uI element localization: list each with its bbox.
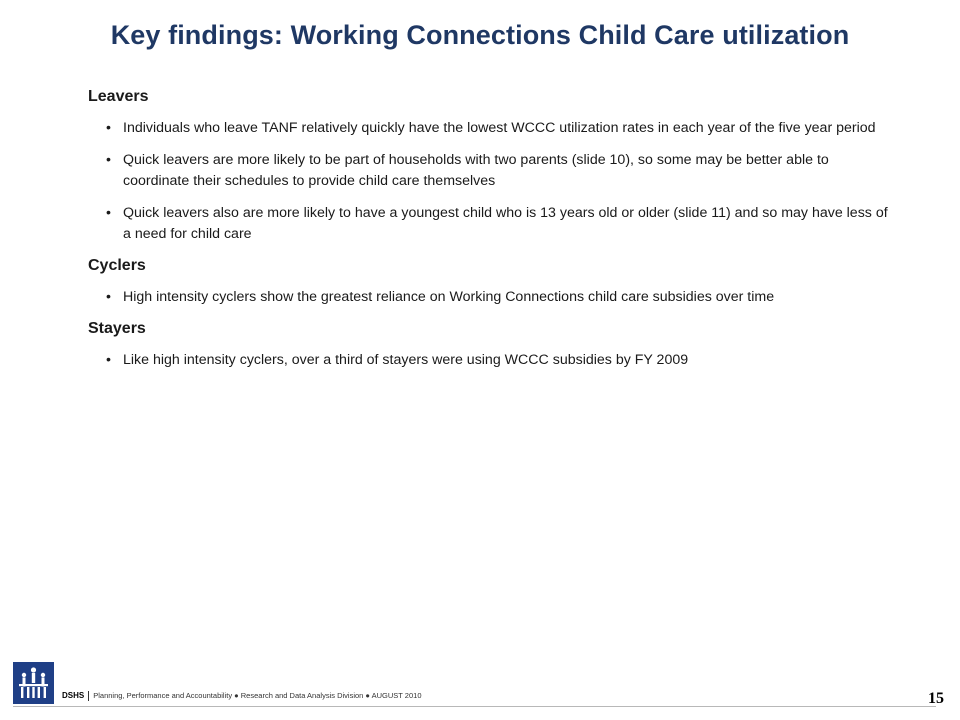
footer-caption: Planning, Performance and Accountability ● Research and Data Analysis Division ● AUGUST 2010 (93, 691, 422, 700)
bullet-text: Quick leavers also are more likely to have a youngest child who is 13 years old or older (slide 11) and so may have less of a need for child care (123, 205, 888, 242)
bullet-item (88, 350, 888, 371)
bullet-marker: • (106, 205, 111, 221)
section-cyclers (88, 257, 888, 308)
slide-title: Key findings: Working Connections Child Care utilization (110, 20, 850, 50)
bullet-list (88, 118, 888, 245)
bullet-item (88, 150, 888, 192)
section-heading: Stayers (88, 320, 146, 337)
bullet-item (88, 203, 888, 245)
bullet-list (88, 287, 888, 308)
section-heading: Leavers (88, 88, 149, 105)
footer-divider (13, 706, 936, 707)
bullet-marker: • (106, 152, 111, 168)
bullet-text: Like high intensity cyclers, over a third of stayers were using WCCC subsidies by FY 2009 (123, 352, 689, 368)
bullet-list (88, 350, 888, 371)
bullet-text: Individuals who leave TANF relatively quickly have the lowest WCCC utilization rates in each year of the five year period (123, 120, 876, 136)
section-stayers (88, 320, 888, 371)
footer-org: DSHS (62, 691, 85, 700)
bullet-marker: • (106, 120, 111, 136)
bullet-marker: • (106, 289, 111, 305)
footer-separator (88, 691, 89, 701)
bullet-text: High intensity cyclers show the greatest reliance on Working Connections child care subsidies over time (123, 289, 775, 305)
page-number: 15 (928, 690, 944, 707)
bullet-item (88, 118, 888, 139)
section-heading: Cyclers (88, 257, 146, 274)
bullet-marker: • (106, 352, 111, 368)
dshs-family-logo-icon (13, 662, 54, 704)
footer-text (62, 691, 422, 701)
bullet-text: Quick leavers are more likely to be part of households with two parents (slide 10), so some may be better able to coordinate their schedules to provide child care themselves (123, 152, 829, 189)
section-leavers (88, 88, 888, 245)
bullet-item (88, 287, 888, 308)
slide-content (88, 88, 888, 385)
